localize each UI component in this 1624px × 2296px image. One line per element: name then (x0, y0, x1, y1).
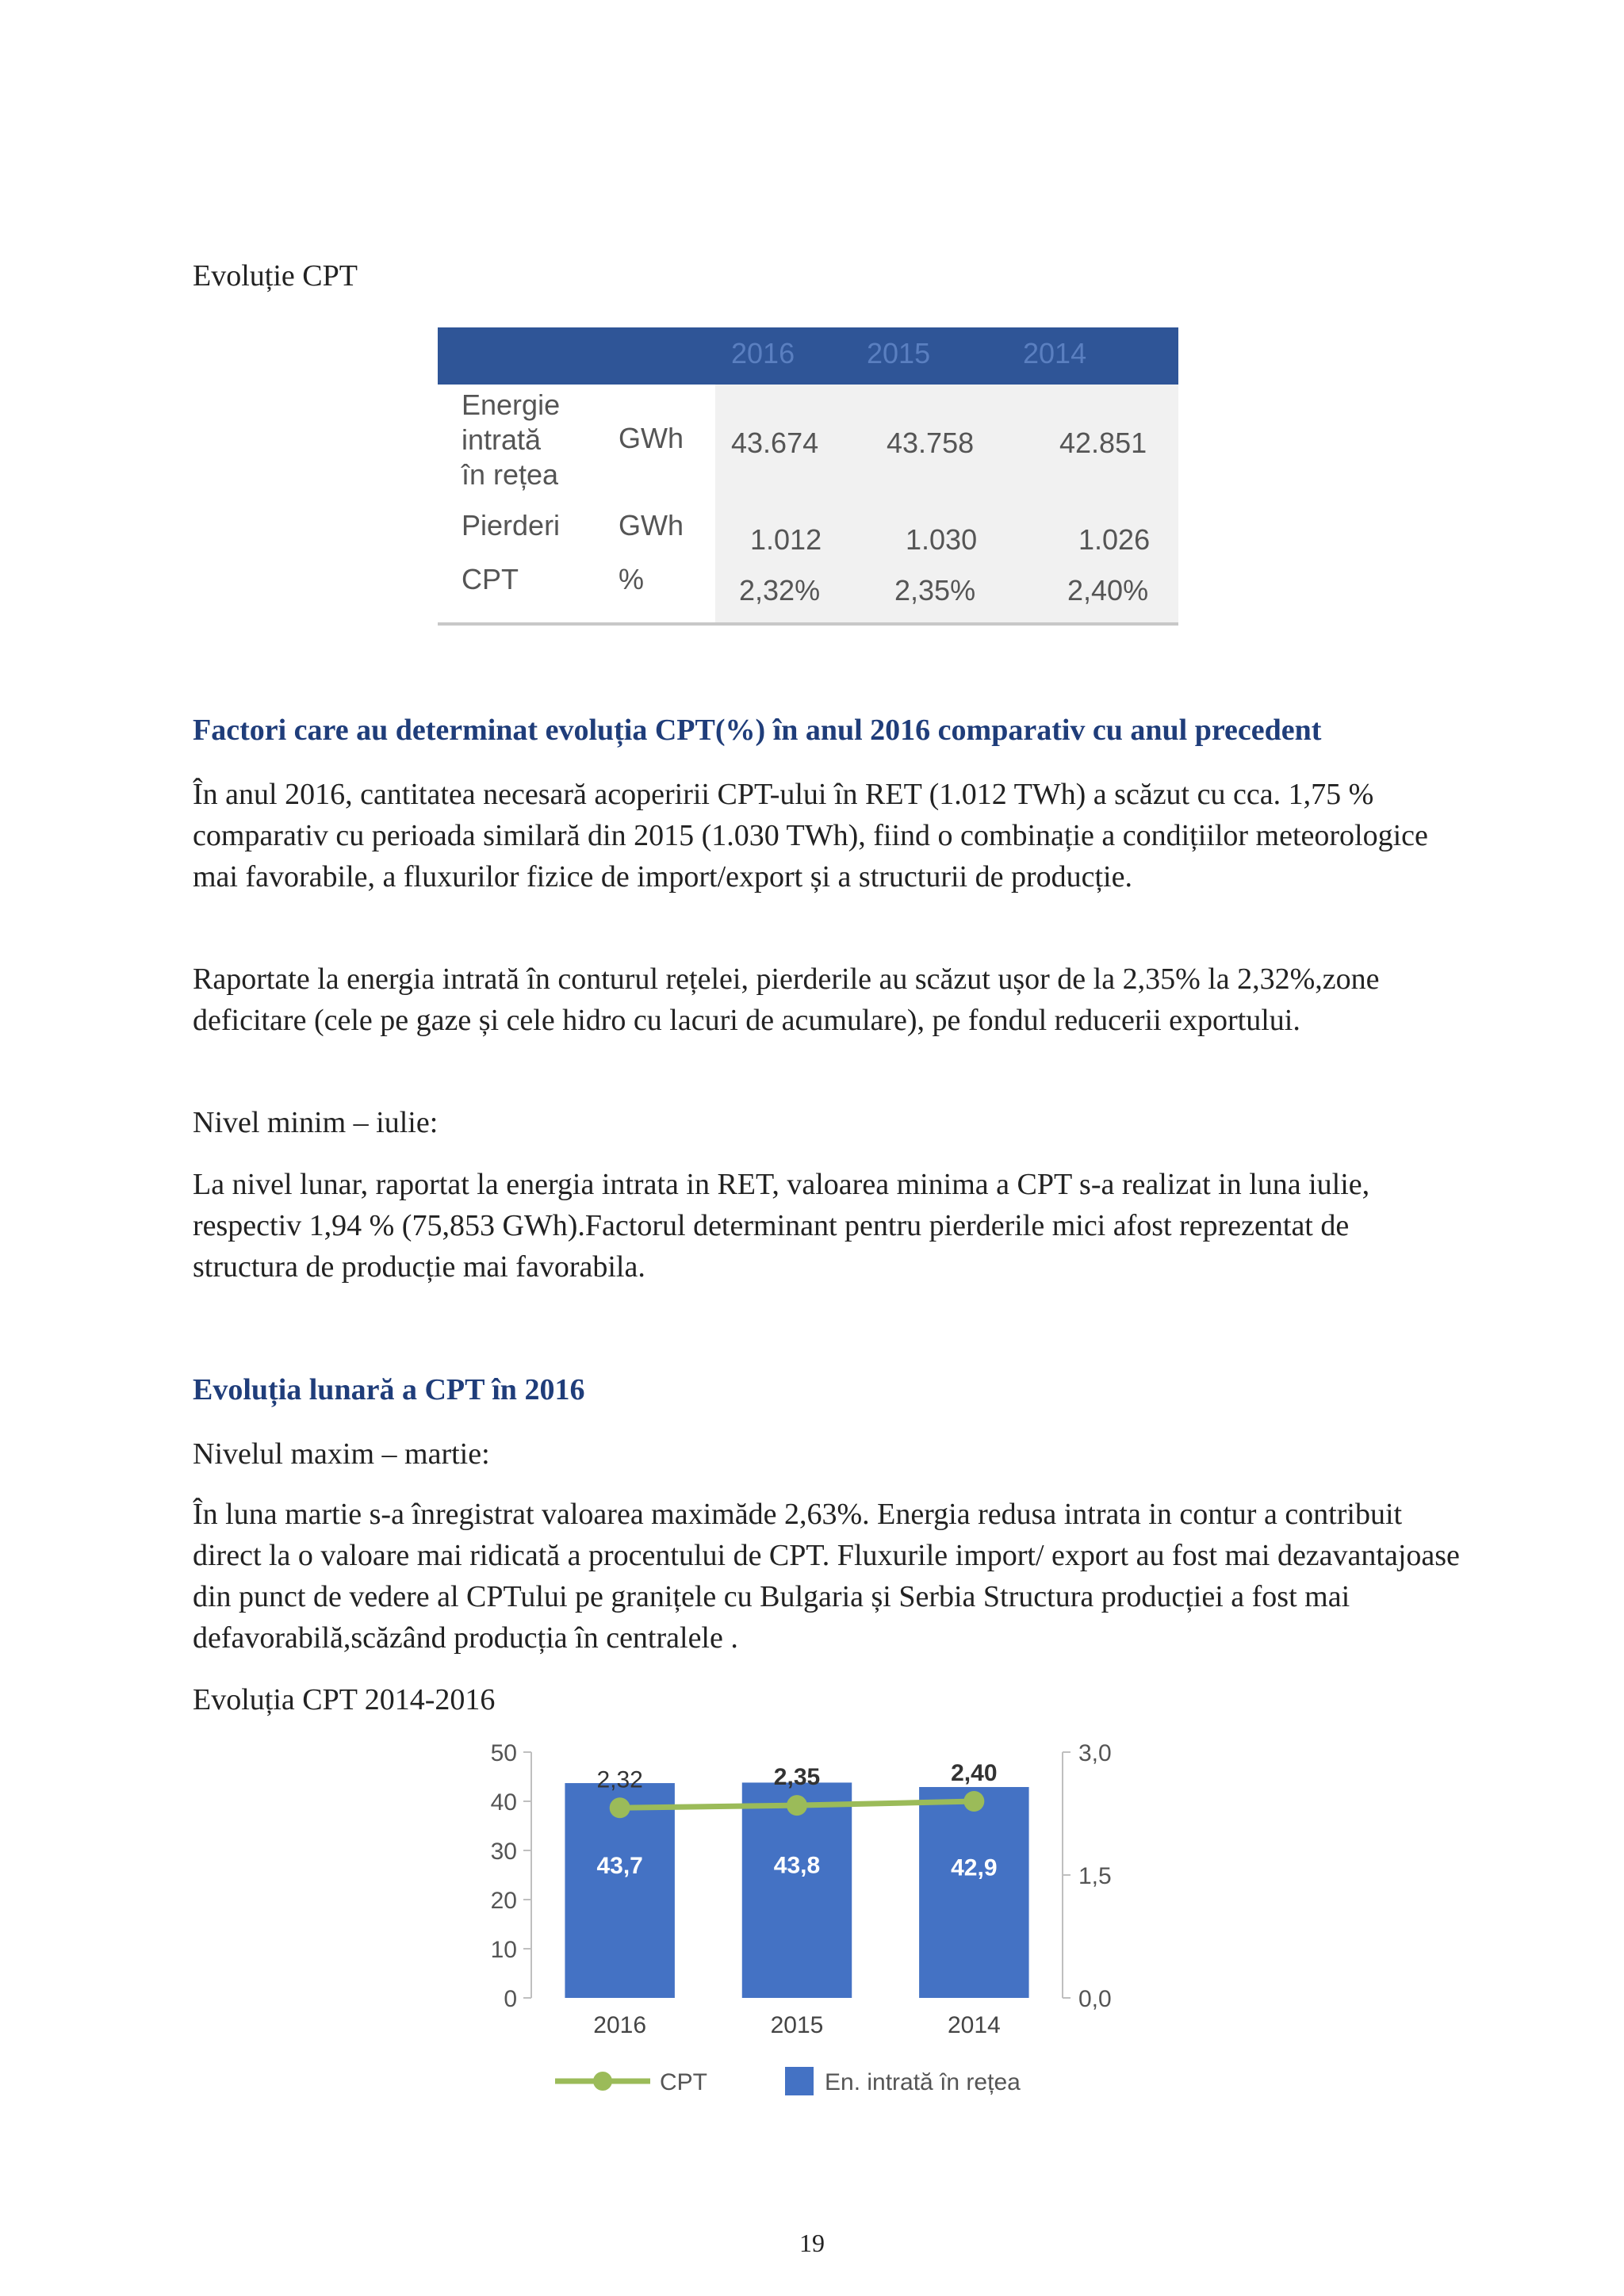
cpt-chart (444, 1720, 1158, 2117)
bar-label-2014: 42,9 (951, 1854, 998, 1881)
cell-pierderi-2016: 1.012 (750, 523, 822, 556)
bar-label-2015: 43,8 (773, 1852, 821, 1879)
y-tick-left-label: 30 (490, 1839, 517, 1865)
cell-pierderi-2014: 1.026 (1078, 523, 1151, 556)
paragraph-cantitate: În anul 2016, cantitatea necesară acoperirii CPT-ului în RET (1.012 TWh) a scăzut cu cca. 1,75 % comparativ cu perioada similară din 2015 (1.030 TWh), fiind o combinație a condițiilor meteorologice mai favorabile, a fluxurilor fizice de import/export și a structurii de producție. (193, 778, 1428, 894)
cpt-point-2015 (787, 1795, 807, 1816)
cell-cpt-2015: 2,35% (894, 574, 976, 607)
cpt-point-2014 (963, 1791, 984, 1812)
section-title: Evoluție CPT (193, 259, 358, 293)
paragraph-raportate: Raportate la energia intrată în conturul rețelei, pierderile au scăzut ușor de la 2,35% la 2,32%,zone deficitare (cele pe gaze și cele hidro cu lacuri de acumulare), pe fondul reducerii exportului. (193, 962, 1380, 1037)
nivel-maxim-label: Nivelul maxim – martie: (193, 1437, 490, 1471)
bar-label-2016: 43,7 (596, 1852, 643, 1879)
cell-pierderi-2015: 1.030 (906, 523, 978, 556)
cpt-label-2014: 2,40 (951, 1760, 998, 1786)
cell-cpt-2016: 2,32% (739, 574, 821, 607)
table-header (438, 327, 1178, 385)
bar-2014 (919, 1787, 1028, 1998)
cpt-table (438, 327, 1178, 627)
x-tick-label-2016: 2016 (593, 2012, 647, 2038)
y-tick-left-label: 0 (504, 1986, 517, 2012)
cpt-label-2016: 2,32 (596, 1766, 643, 1793)
table-year-2014: 2014 (1023, 337, 1087, 369)
row-label-energie-line3: în rețea (462, 458, 559, 491)
x-tick-label-2015: 2015 (770, 2012, 824, 2038)
cell-cpt-2014: 2,40% (1067, 574, 1149, 607)
y-tick-left-label: 20 (490, 1888, 517, 1914)
row-unit-pierderi: GWh (619, 509, 684, 541)
row-label-energie-line2: intrată (462, 423, 542, 456)
row-label-energie-line1: Energie (462, 388, 561, 421)
table-year-2015: 2015 (867, 337, 931, 369)
row-label-cpt: CPT (462, 563, 519, 595)
legend-energy-swatch (785, 2067, 814, 2095)
y-tick-right-label: 1,5 (1078, 1863, 1112, 1889)
x-tick-label-2014: 2014 (947, 2012, 1001, 2038)
table-bottom-rule (438, 622, 1178, 626)
row-label-pierderi: Pierderi (462, 509, 561, 541)
row-unit-energie: GWh (619, 422, 684, 454)
cell-energie-2014: 42.851 (1059, 427, 1147, 459)
cpt-label-2015: 2,35 (773, 1764, 821, 1791)
page-number: 19 (799, 2229, 825, 2257)
heading-evolutia-lunara: Evoluția lunară a CPT în 2016 (193, 1373, 585, 1406)
row-unit-cpt: % (619, 563, 645, 595)
legend-energy-label: En. intrată în rețea (825, 2069, 1021, 2095)
y-tick-right-label: 3,0 (1078, 1740, 1112, 1766)
y-tick-left-label: 10 (490, 1937, 517, 1963)
cpt-chart-svg (444, 1720, 1158, 2117)
table-year-2016: 2016 (731, 337, 795, 369)
paragraph-nivel-lunar: La nivel lunar, raportat la energia intrata in RET, valoarea minima a CPT s-a realizat in luna iulie, respectiv 1,94 % (75,853 GWh).Factorul determinant pentru pierderile mici afost reprezentat de structura de producție mai favorabila. (193, 1168, 1370, 1284)
cell-energie-2015: 43.758 (887, 427, 975, 459)
y-tick-right-label: 0,0 (1078, 1986, 1112, 2012)
legend-cpt-marker (593, 2072, 612, 2091)
heading-factori: Factori care au determinat evoluția CPT(%) în anul 2016 comparativ cu anul precedent (193, 714, 1322, 747)
legend-cpt-label: CPT (660, 2069, 707, 2095)
y-tick-left-label: 40 (490, 1789, 517, 1816)
cell-energie-2016: 43.674 (731, 427, 819, 459)
nivel-minim-label: Nivel minim – iulie: (193, 1106, 439, 1139)
chart-title: Evoluția CPT 2014-2016 (193, 1683, 496, 1716)
y-tick-left-label: 50 (490, 1740, 517, 1766)
paragraph-luna-martie: În luna martie s-a înregistrat valoarea maximăde 2,63%. Energia redusa intrata in contur a contribuit direct la o valoare mai ridicată a procentului de CPT. Fluxurile import/ export au fost mai dezavantajoase din punct de vedere al CPTului pe granițele cu Bulgaria și Serbia Structura producției a fost mai defavorabilă,scăzând producția în centralele . (193, 1498, 1460, 1655)
cpt-point-2016 (610, 1797, 630, 1818)
